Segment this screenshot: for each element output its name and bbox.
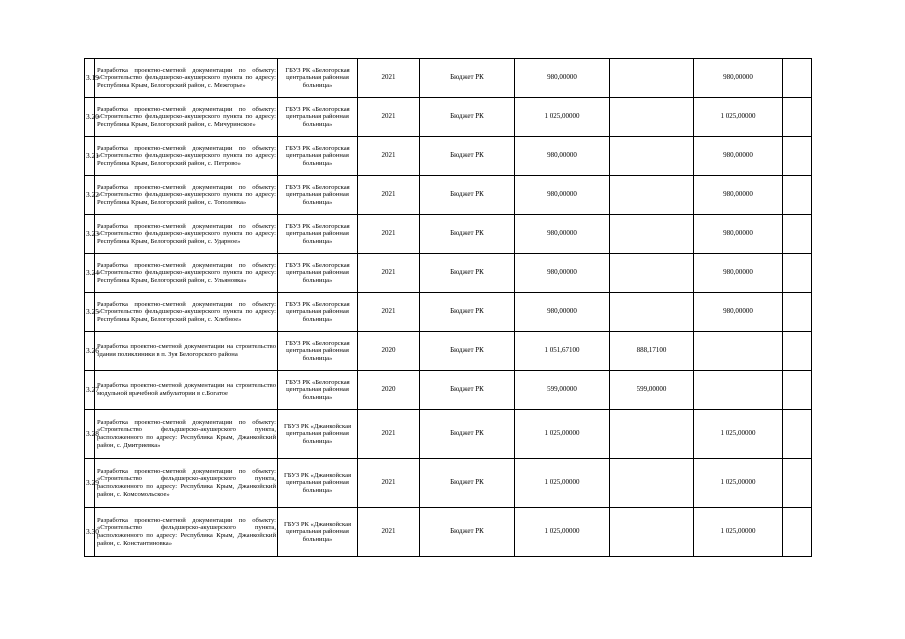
row-source: Бюджет РК [420, 371, 515, 410]
row-year: 2021 [358, 293, 420, 332]
row-name: Разработка проектно-сметной документации по объекту: «Строительство фельдшерско-акушерского пункта по адресу: Республика Крым, Белогорский район, с. Тополевка» [95, 176, 278, 215]
row-name: Разработка проектно-сметной документации по объекту: «Строительство фельдшерско-акушерского пункта по адресу: Республика Крым, Белогорский район, с. Хлебное» [95, 293, 278, 332]
row-number: 3.22 [85, 176, 95, 215]
row-2021: 1 025,00000 [694, 508, 783, 557]
row-2022 [783, 254, 812, 293]
row-name: Разработка проектно-сметной документации по объекту: «Строительство фельдшерско-акушерского пункта по адресу: Республика Крым, Белогорский район, с. Ударное» [95, 215, 278, 254]
row-number: 3.24 [85, 254, 95, 293]
row-total: 980,00000 [515, 137, 610, 176]
row-2020 [610, 254, 694, 293]
row-2020: 599,00000 [610, 371, 694, 410]
row-2022 [783, 371, 812, 410]
row-organization: ГБУЗ РК «Белогорская центральная районная больница» [278, 254, 358, 293]
table-row [85, 98, 812, 137]
row-name: Разработка проектно-сметной документации по объекту: «Строительство фельдшерско-акушерского пункта по адресу: Республика Крым, Белогорский район, с. Мичуринское» [95, 98, 278, 137]
row-2021: 980,00000 [694, 137, 783, 176]
row-number: 3.26 [85, 332, 95, 371]
row-total: 980,00000 [515, 59, 610, 98]
row-organization: ГБУЗ РК «Белогорская центральная районная больница» [278, 176, 358, 215]
row-organization: ГБУЗ РК «Белогорская центральная районная больница» [278, 137, 358, 176]
row-2022 [783, 332, 812, 371]
row-number: 3.20 [85, 98, 95, 137]
table-row [85, 410, 812, 459]
row-number: 3.21 [85, 137, 95, 176]
row-total: 1 025,00000 [515, 459, 610, 508]
row-name: Разработка проектно-сметной документации по объекту: «Строительство фельдшерско-акушерского пункта по адресу: Республика Крым, Белогорский район, с. Межгорье» [95, 59, 278, 98]
row-source: Бюджет РК [420, 59, 515, 98]
row-source: Бюджет РК [420, 98, 515, 137]
row-year: 2021 [358, 137, 420, 176]
row-total: 980,00000 [515, 176, 610, 215]
row-2022 [783, 137, 812, 176]
row-number: 3.27 [85, 371, 95, 410]
row-source: Бюджет РК [420, 215, 515, 254]
row-year: 2020 [358, 371, 420, 410]
row-total: 1 025,00000 [515, 98, 610, 137]
program-table [84, 58, 812, 557]
row-organization: ГБУЗ РК «Белогорская центральная районная больница» [278, 98, 358, 137]
row-year: 2020 [358, 332, 420, 371]
row-source: Бюджет РК [420, 410, 515, 459]
row-year: 2021 [358, 59, 420, 98]
table-row [85, 137, 812, 176]
row-number: 3.28 [85, 410, 95, 459]
table-row [85, 332, 812, 371]
row-2020 [610, 176, 694, 215]
row-total: 599,00000 [515, 371, 610, 410]
row-2021: 1 025,00000 [694, 98, 783, 137]
row-2020 [610, 137, 694, 176]
row-total: 980,00000 [515, 293, 610, 332]
row-total: 980,00000 [515, 254, 610, 293]
row-organization: ГБУЗ РК «Белогорская центральная районная больница» [278, 371, 358, 410]
row-name: Разработка проектно-сметной документации по объекту: «Строительство фельдшерско-акушерского пункта, расположенного по адресу: Республика Крым, Джанкойский район, с. Константиновка» [95, 508, 278, 557]
row-total: 1 025,00000 [515, 508, 610, 557]
row-total: 1 051,67100 [515, 332, 610, 371]
row-year: 2021 [358, 98, 420, 137]
row-2022 [783, 508, 812, 557]
table-row [85, 459, 812, 508]
row-2020 [610, 59, 694, 98]
row-number: 3.29 [85, 459, 95, 508]
row-2021: 980,00000 [694, 215, 783, 254]
row-name: Разработка проектно-сметной документации по объекту: «Строительство фельдшерско-акушерского пункта, расположенного по адресу: Республика Крым, Джанкойский район, с. Дмитриевка» [95, 410, 278, 459]
row-source: Бюджет РК [420, 176, 515, 215]
row-2021: 980,00000 [694, 176, 783, 215]
row-2020 [610, 293, 694, 332]
row-year: 2021 [358, 176, 420, 215]
row-source: Бюджет РК [420, 332, 515, 371]
row-source: Бюджет РК [420, 293, 515, 332]
row-name: Разработка проектно-сметной документации по объекту: «Строительство фельдшерско-акушерского пункта, расположенного по адресу: Республика Крым, Джанкойский район, с. Комсомольское» [95, 459, 278, 508]
row-2021 [694, 332, 783, 371]
table-row [85, 508, 812, 557]
row-name: Разработка проектно-сметной документации на строительство модульной врачебной амбулатории в с.Богатое [95, 371, 278, 410]
row-source: Бюджет РК [420, 508, 515, 557]
row-organization: ГБУЗ РК «Белогорская центральная районная больница» [278, 293, 358, 332]
row-year: 2021 [358, 215, 420, 254]
row-number: 3.23 [85, 215, 95, 254]
row-name: Разработка проектно-сметной документации на строительство здания поликлиники в п. Зуя Белогорского района [95, 332, 278, 371]
table-row [85, 371, 812, 410]
row-total: 980,00000 [515, 215, 610, 254]
row-source: Бюджет РК [420, 459, 515, 508]
row-name: Разработка проектно-сметной документации по объекту: «Строительство фельдшерско-акушерского пункта по адресу: Республика Крым, Белогорский район, с. Ульяновка» [95, 254, 278, 293]
row-2020 [610, 459, 694, 508]
row-2020 [610, 410, 694, 459]
row-organization: ГБУЗ РК «Джанкойская центральная районная больница» [278, 410, 358, 459]
table-row [85, 254, 812, 293]
row-2020 [610, 215, 694, 254]
row-2022 [783, 410, 812, 459]
row-2021 [694, 371, 783, 410]
row-2022 [783, 459, 812, 508]
row-year: 2021 [358, 508, 420, 557]
row-2020: 888,17100 [610, 332, 694, 371]
row-total: 1 025,00000 [515, 410, 610, 459]
row-2021: 980,00000 [694, 293, 783, 332]
row-year: 2021 [358, 410, 420, 459]
row-2021: 1 025,00000 [694, 459, 783, 508]
row-number: 3.19 [85, 59, 95, 98]
row-2021: 1 025,00000 [694, 410, 783, 459]
table-row [85, 293, 812, 332]
row-2022 [783, 176, 812, 215]
row-organization: ГБУЗ РК «Джанкойская центральная районная больница» [278, 508, 358, 557]
row-source: Бюджет РК [420, 254, 515, 293]
row-number: 3.30 [85, 508, 95, 557]
row-organization: ГБУЗ РК «Белогорская центральная районная больница» [278, 332, 358, 371]
row-year: 2021 [358, 254, 420, 293]
row-2020 [610, 98, 694, 137]
row-year: 2021 [358, 459, 420, 508]
row-organization: ГБУЗ РК «Белогорская центральная районная больница» [278, 59, 358, 98]
row-2022 [783, 59, 812, 98]
row-2022 [783, 293, 812, 332]
table-row [85, 59, 812, 98]
row-source: Бюджет РК [420, 137, 515, 176]
row-2020 [610, 508, 694, 557]
table-row [85, 215, 812, 254]
table-row [85, 176, 812, 215]
row-number: 3.25 [85, 293, 95, 332]
row-2022 [783, 215, 812, 254]
row-name: Разработка проектно-сметной документации по объекту: «Строительство фельдшерско-акушерского пункта по адресу: Республика Крым, Белогорский район, с. Петрово» [95, 137, 278, 176]
row-2021: 980,00000 [694, 59, 783, 98]
row-2022 [783, 98, 812, 137]
row-2021: 980,00000 [694, 254, 783, 293]
row-organization: ГБУЗ РК «Джанкойская центральная районная больница» [278, 459, 358, 508]
row-organization: ГБУЗ РК «Белогорская центральная районная больница» [278, 215, 358, 254]
